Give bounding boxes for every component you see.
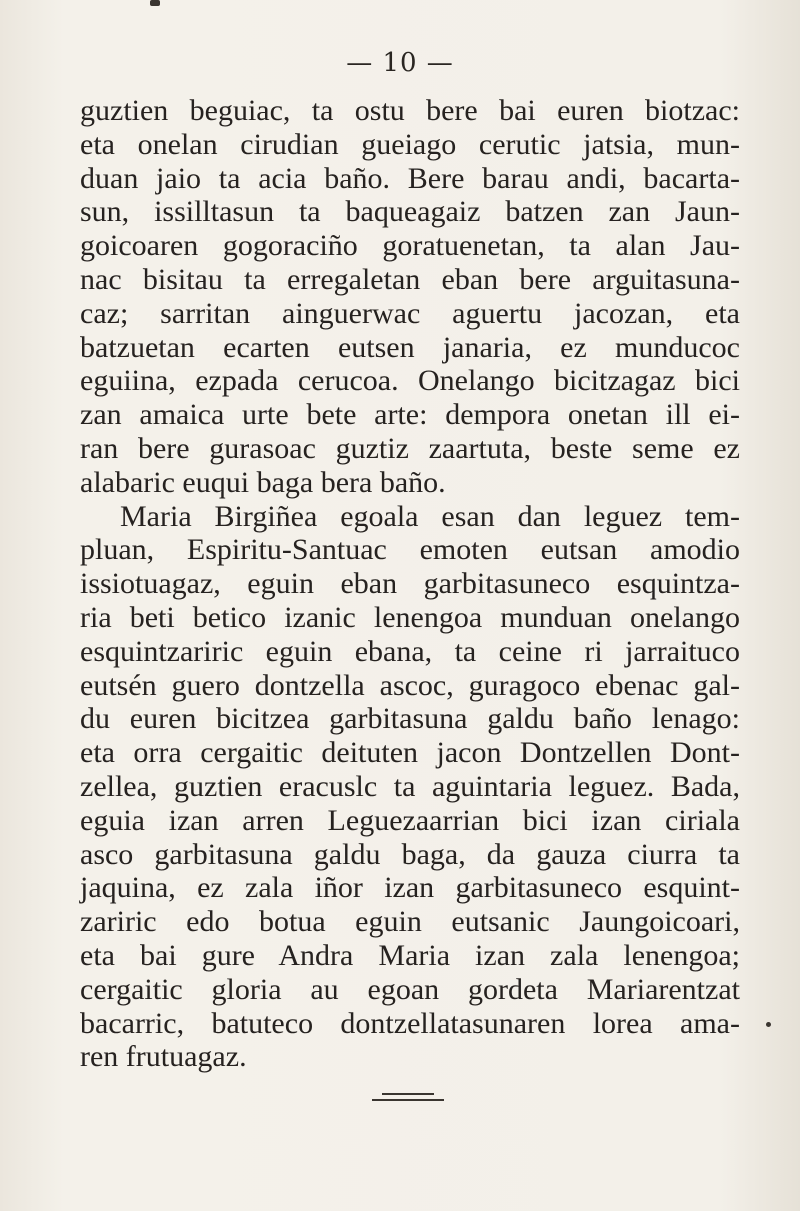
text-line: pluan, Espiritu-Santuac emoten eutsan amodio xyxy=(80,533,740,567)
text-line: sun, issilltasun ta baqueagaiz batzen zan Jaun- xyxy=(80,195,740,229)
text-line: eguiina, ezpada cerucoa. Onelango bicitzagaz bici xyxy=(80,364,740,398)
text-line: eguia izan arren Leguezaarrian bici izan ciriala xyxy=(80,803,740,837)
body-text xyxy=(80,94,740,1074)
text-line: jaquina, ez zala iñor izan garbitasuneco esquint- xyxy=(80,871,740,905)
text-line: eta bai gure Andra Maria izan zala lenengoa; xyxy=(80,938,740,972)
text-line: asco garbitasuna galdu baga, da gauza ciurra ta xyxy=(80,837,740,871)
text-line: eta onelan cirudian gueiago cerutic jatsia, mun- xyxy=(80,127,740,161)
text-line: zariric edo botua eguin eutsanic Jaungoicoari, xyxy=(80,905,740,939)
text-line: zellea, guztien eracuslc ta aguintaria leguez. Bada, xyxy=(80,769,740,803)
end-separator xyxy=(372,1093,444,1103)
text-line: cergaitic gloria au egoan gordeta Mariarentzat xyxy=(80,972,740,1006)
text-line: eta orra cergaitic deituten jacon Dontzellen Dont- xyxy=(80,736,740,770)
margin-mark xyxy=(766,1022,771,1027)
text-line: ran bere gurasoac guztiz zaartuta, beste seme ez xyxy=(80,431,740,465)
text-line: ren frutuagaz. xyxy=(80,1040,247,1074)
text-line: goicoaren gogoraciño goratuenetan, ta alan Jau- xyxy=(80,229,740,263)
separator-line-bottom xyxy=(372,1099,444,1101)
text-line: duan jaio ta acia baño. Bere barau andi, bacarta- xyxy=(80,161,740,195)
text-line: Maria Birgiñea egoala esan dan leguez tem- xyxy=(120,499,740,533)
ink-smudge xyxy=(150,0,160,6)
text-line: guztien beguiac, ta ostu bere bai euren biotzac: xyxy=(80,94,740,127)
text-line: alabaric euqui baga bera baño. xyxy=(80,465,446,499)
separator-line-top xyxy=(382,1093,434,1095)
text-line: esquintzariric eguin ebana, ta ceine ri jarraituco xyxy=(80,634,740,668)
separator-text xyxy=(372,1079,408,1100)
text-line: batzuetan ecarten eutsen janaria, ez munducoc xyxy=(80,330,740,364)
text-line: ria beti betico izanic lenengoa munduan onelango xyxy=(80,600,740,634)
text-line: nac bisitau ta erregaletan eban bere arguitasuna- xyxy=(80,262,740,296)
text-line: issiotuagaz, eguin eban garbitasuneco esquintza- xyxy=(80,567,740,601)
text-line: du euren bicitzea garbitasuna galdu baño lenago: xyxy=(80,702,740,736)
text-line: caz; sarritan ainguerwac aguertu jacozan, eta xyxy=(80,296,740,330)
text-line: zan amaica urte bete arte: dempora onetan ill ei- xyxy=(80,398,740,432)
text-line: eutsén guero dontzella ascoc, guragoco ebenac gal- xyxy=(80,668,740,702)
page-number: — 10 — xyxy=(346,48,454,78)
text-line: bacarric, batuteco dontzellatasunaren lorea ama- xyxy=(80,1006,740,1040)
